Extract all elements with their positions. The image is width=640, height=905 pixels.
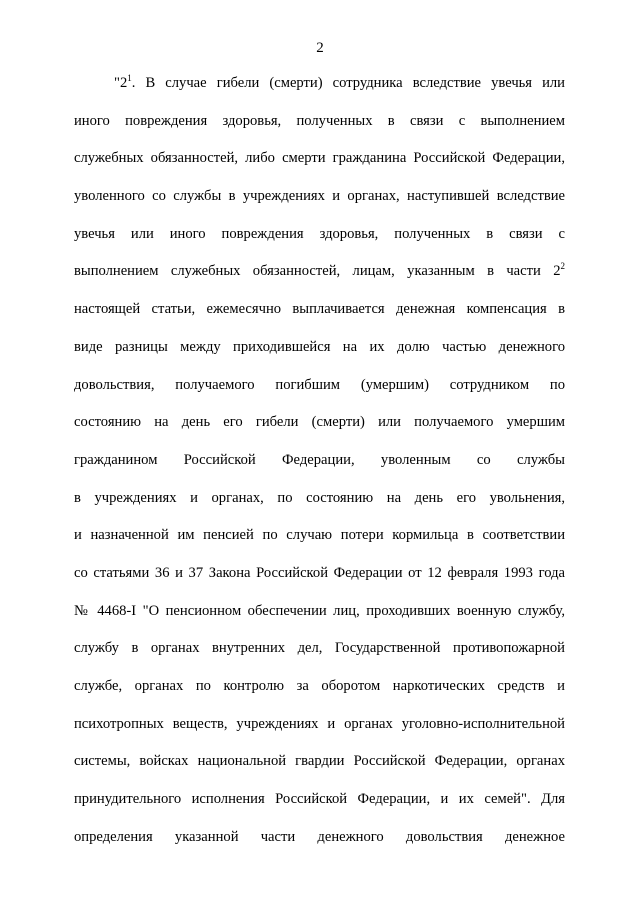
text-line: уволенного со службы в учреждениях и органах, наступившей вследствие xyxy=(74,188,565,205)
text-line: виде разницы между приходившейся на их долю частью денежного xyxy=(74,338,565,355)
text-line: № 4468-I "О пенсионном обеспечении лиц, проходивших военную службу, xyxy=(74,602,565,619)
text-line: службу в органах внутренних дел, Государственной противопожарной xyxy=(74,640,565,657)
text-line: психотропных веществ, учреждениях и органах уголовно-исполнительной xyxy=(74,715,565,732)
opening-quote-number: "2 xyxy=(114,75,128,91)
text-line: принудительного исполнения Российской Федерации, и их семей". Для xyxy=(74,791,565,808)
page-number: 2 xyxy=(316,40,324,56)
superscript-marker: 1 xyxy=(127,73,132,84)
text-run: выполнением служебных обязанностей, лицам, указанным в части 2 xyxy=(74,263,561,280)
superscript-marker: 2 xyxy=(560,261,565,272)
text-line: в учреждениях и органах, по состоянию на день его увольнения, xyxy=(74,489,565,506)
text-run: . В случае гибели (смерти) сотрудника вследствие увечья или xyxy=(131,75,565,91)
text-line: служебных обязанностей, либо смерти гражданина Российской Федерации, xyxy=(74,150,565,167)
text-line: увечья или иного повреждения здоровья, полученных в связи с xyxy=(74,225,565,242)
text-line: настоящей статьи, ежемесячно выплачивается денежная компенсация в xyxy=(74,301,565,318)
paragraph-body xyxy=(74,72,565,863)
text-line: и назначенной им пенсией по случаю потери кормильца в соответствии xyxy=(74,527,565,544)
text-line: службе, органах по контролю за оборотом наркотических средств и xyxy=(74,678,565,694)
text-line: иного повреждения здоровья, полученных в связи с выполнением xyxy=(74,112,565,129)
text-line: состоянию на день его гибели (смерти) или получаемого умершим xyxy=(74,414,565,431)
text-line xyxy=(74,260,565,298)
text-line xyxy=(74,72,565,110)
text-line: довольствия, получаемого погибшим (умершим) сотрудником по xyxy=(74,376,565,393)
text-line: определения указанной части денежного довольствия денежное xyxy=(74,828,565,845)
text-line: гражданином Российской Федерации, уволенным со службы xyxy=(74,451,565,468)
text-line: со статьями 36 и 37 Закона Российской Федерации от 12 февраля 1993 года xyxy=(74,564,565,581)
text-line: системы, войсках национальной гвардии Российской Федерации, органах xyxy=(74,753,565,770)
